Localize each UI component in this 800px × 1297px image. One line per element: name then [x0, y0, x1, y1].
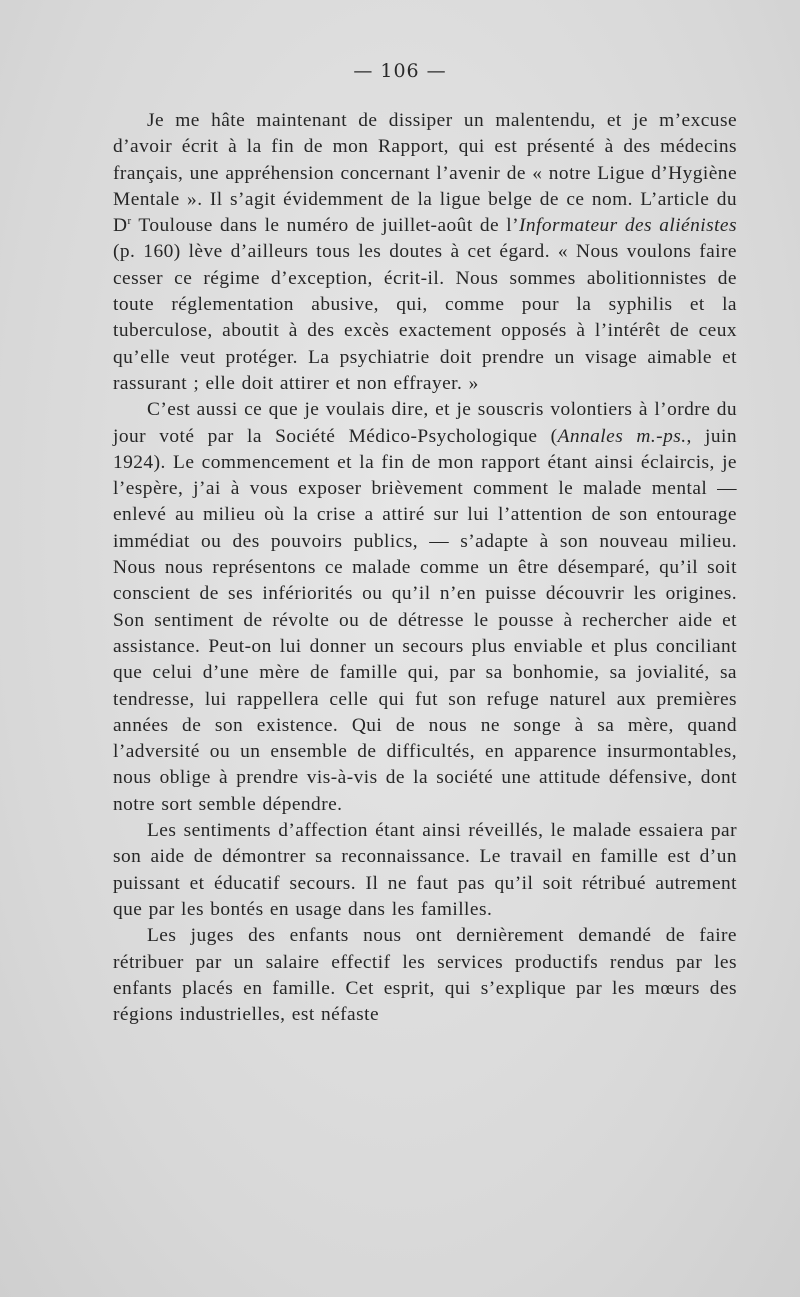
- text-segment: (p. 160) lève d’ailleurs tous les doutes à cet égard. « Nous voulons faire cesser ce régime d’exception, écrit-il. Nous sommes abolitionnistes de toute réglementation abusive, qui, comme pour la syphilis et la tuberculose, aboutit à des excès exactement opposés à l’intérêt de ceux qu’elle veut protéger. La psychiatrie doit prendre un visage aimable et rassurant ; elle doit attirer et non effrayer. »: [113, 241, 737, 394]
- body-text: [113, 108, 737, 1028]
- paragraph: [113, 818, 737, 923]
- italic-title: Annales m.-ps.: [557, 425, 687, 447]
- italic-title: Informateur des aliénistes: [518, 215, 737, 237]
- text-segment: C’est aussi ce que je voulais dire, et je souscris volontiers à l’ordre du jour voté par la Société Médico-Psychologique (: [113, 399, 737, 447]
- text-segment: , juin 1924). Le commencement et la fin de mon rapport étant ainsi éclaircis, je l’espère, j’ai à vous exposer brièvement comment le malade mental — enlevé au milieu où la crise a attiré sur lui l’attention de son entourage immédiat ou des pouvoirs publics, — s’adapte à son nouveau milieu. Nous nous représentons ce malade comme un être désemparé, qu’il soit conscient de ses infériorités ou qu’il n’en puisse découvrir les origines. Son sentiment de révolte ou de détresse le pousse à rechercher aide et assistance. Peut-on lui donner un secours plus enviable et plus conciliant que celui d’une mère de famille qui, par sa bonhomie, sa jovialité, sa tendresse, lui rappellera celle qui fut son refuge naturel aux premières années de son existence. Qui de nous ne songe à sa mère, quand l’adversité ou un ensemble de difficultés, en apparence insurmontables, nous oblige à prendre vis-à-vis de la société une attitude défensive, dont notre sort semble dépendre.: [113, 425, 738, 815]
- paragraph: [113, 397, 737, 818]
- paragraph: [113, 108, 737, 397]
- text-segment: Les juges des enfants nous ont dernièrement demandé de faire rétribuer par un salaire effectif les services productifs rendus par les enfants placés en famille. Cet esprit, qui s’explique par les mœurs des régions industrielles, est néfaste: [113, 925, 737, 1026]
- text-segment: Toulouse dans le numéro de juillet-août de l’: [131, 215, 519, 237]
- text-segment: Les sentiments d’affection étant ainsi réveillés, le malade essaiera par son aide de démontrer sa reconnaissance. Le travail en famille est d’un puissant et éducatif secours. Il ne faut pas qu’il soit rétribué autrement que par les bontés en usage dans les familles.: [113, 820, 737, 920]
- text-segment: Je me hâte maintenant de dissiper un malentendu, et je m’excuse d’avoir écrit à la fin de mon Rapport, qui est présenté à des médecins français, une appréhension concernant l’avenir de « notre Ligue d’Hygiène Mentale ». Il s’agit évidemment de la ligue belge de ce nom. L’article du D: [113, 110, 737, 237]
- superscript: r: [127, 215, 132, 228]
- paragraph: [113, 923, 737, 1028]
- page-number: — 106 —: [353, 60, 447, 82]
